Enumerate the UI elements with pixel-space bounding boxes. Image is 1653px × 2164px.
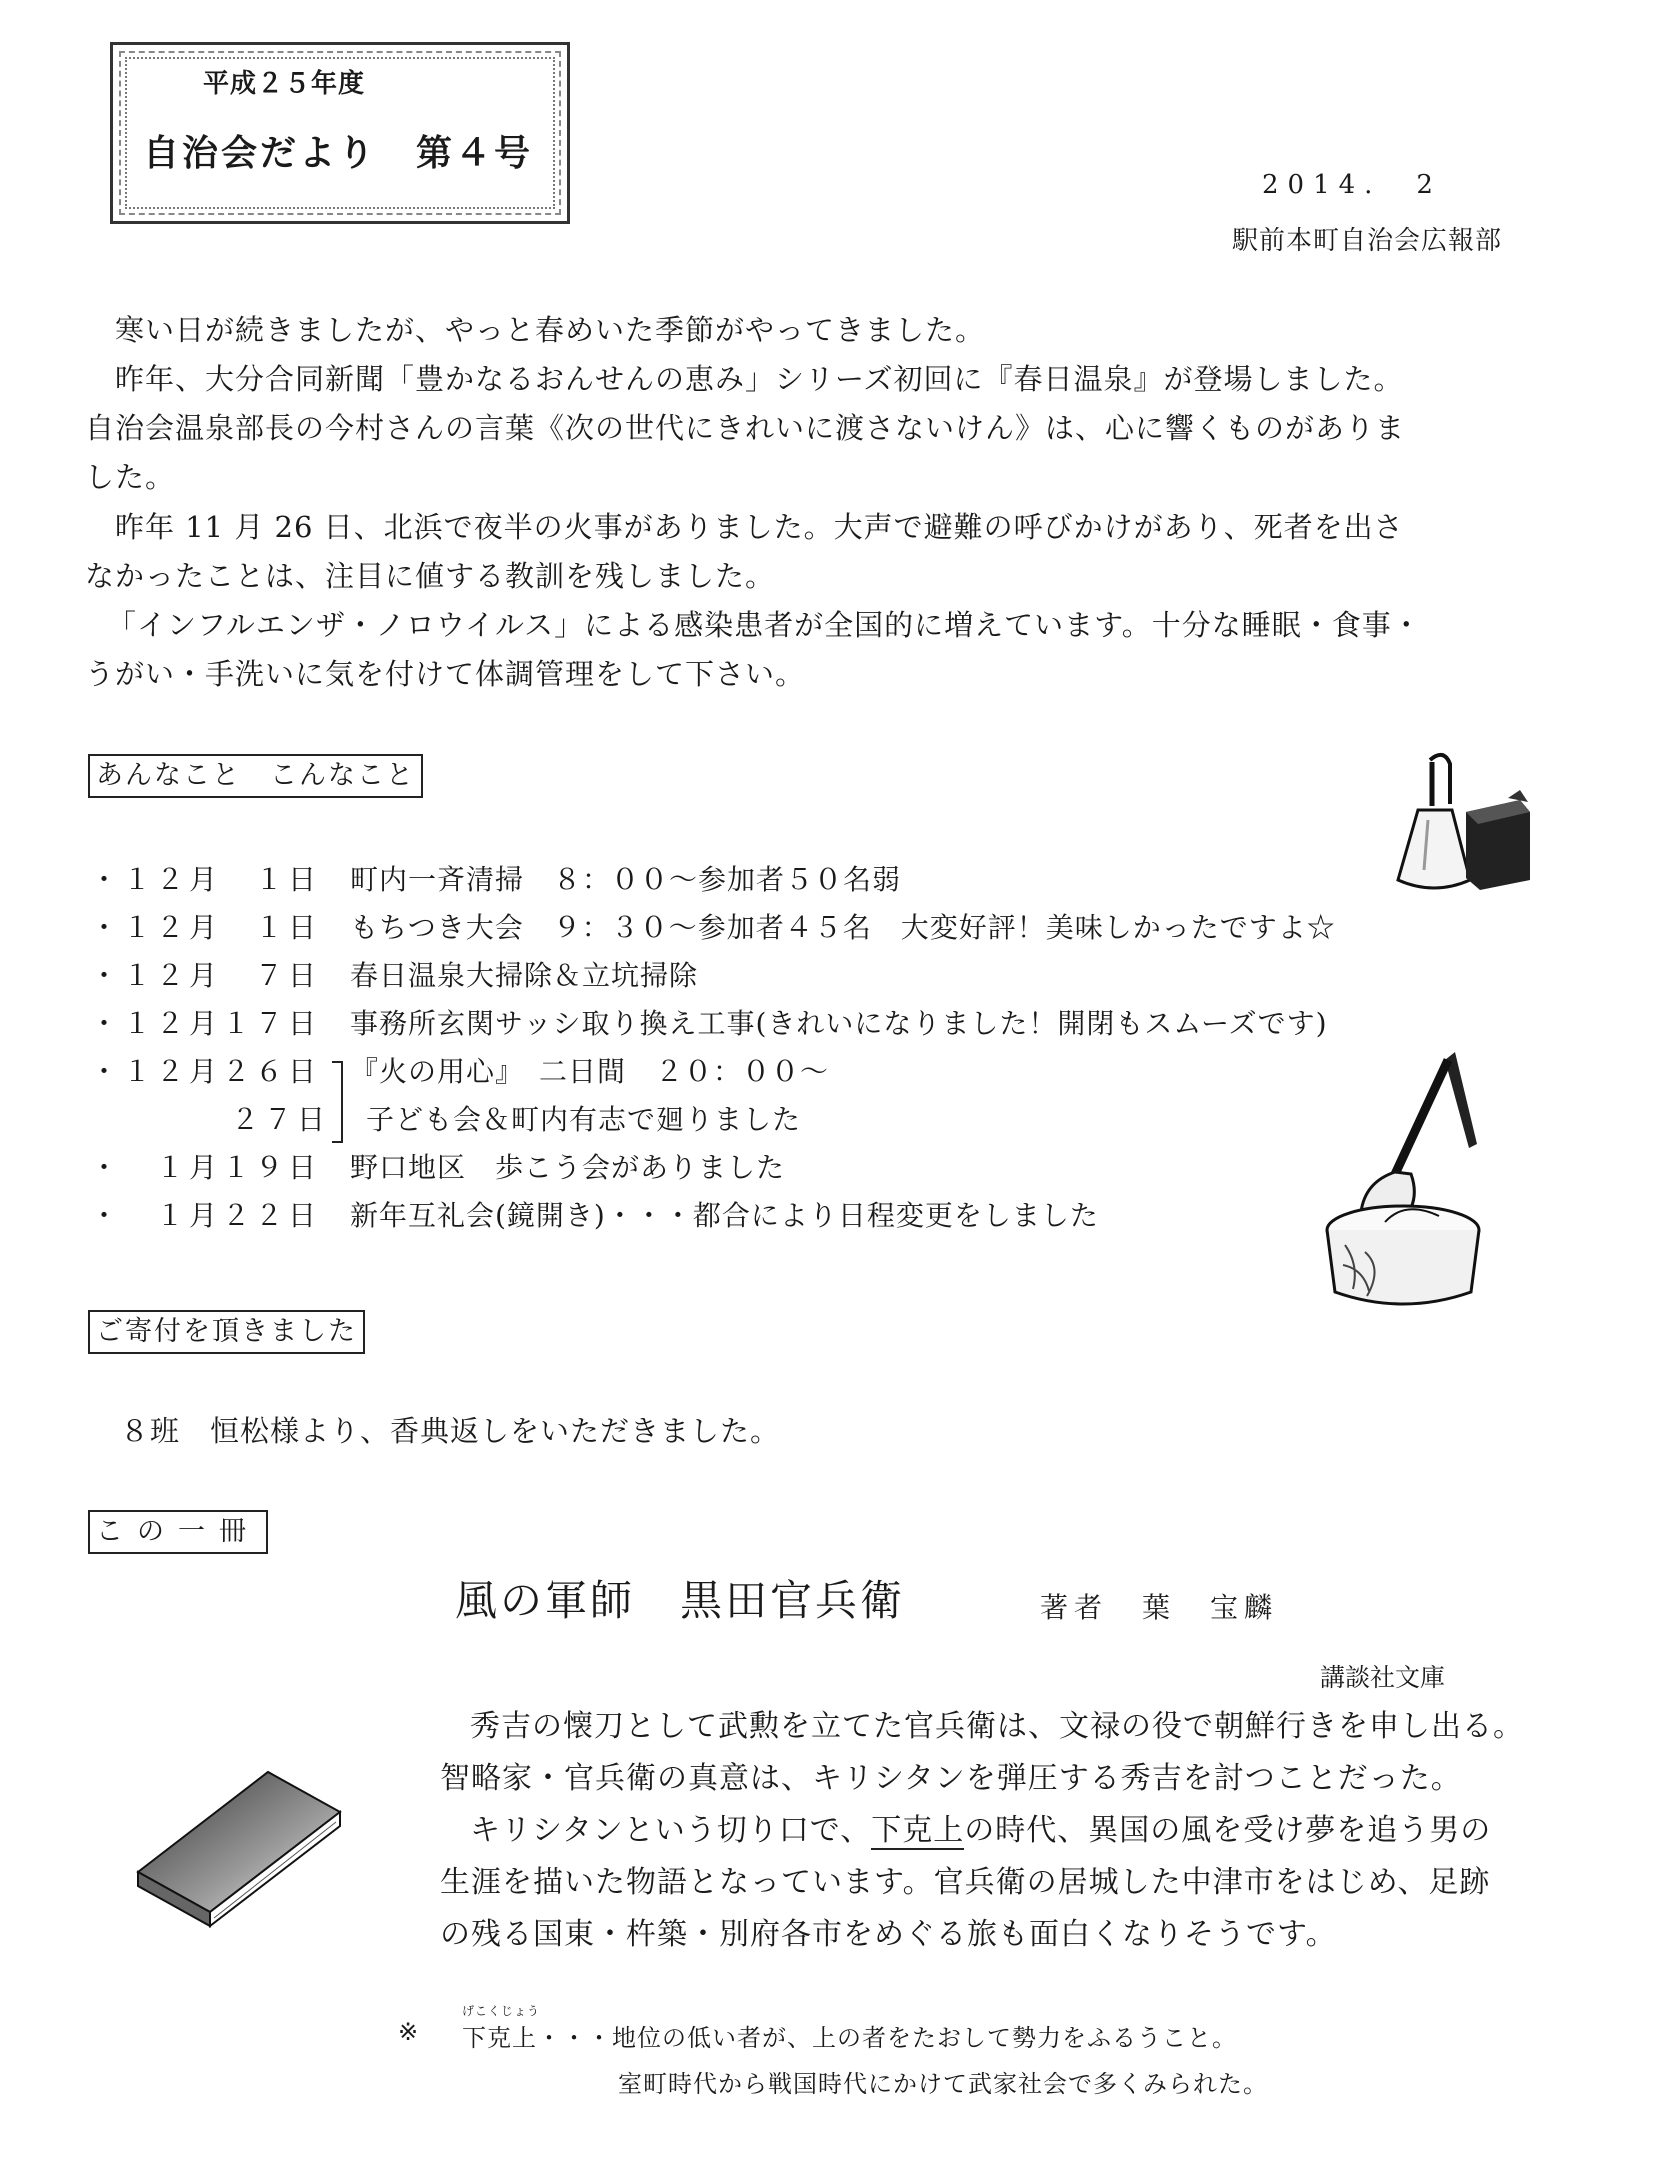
event-item [90, 1144, 785, 1192]
event-item [90, 1048, 829, 1096]
event-text: 新年互礼会(鏡開き)・・・都合により日程変更をしました [350, 1199, 1099, 1232]
book-body-line-5: の残る国東・杵築・別府各市をめぐる旅も面白くなりそうです。 [440, 1917, 1337, 1952]
event-date: ・１２月 １日 [90, 863, 322, 896]
event-date: ・１２月１７日 [90, 1007, 322, 1040]
book-heading: この一冊 [88, 1510, 268, 1554]
event-item [90, 904, 1336, 952]
event-date: ２７日 [230, 1103, 330, 1136]
event-date: ・ １月２２日 [90, 1199, 322, 1232]
event-item [90, 1000, 1328, 1048]
event-date: ・１２月 ７日 [90, 959, 322, 992]
book-author: 著者 葉 宝麟 [1040, 1591, 1279, 1624]
footnote-term: げこくじょう 下克上 [462, 2004, 541, 2052]
intro-line-1: 寒い日が続きましたが、やっと春めいた季節がやってきました。 [115, 313, 986, 347]
fiscal-year: 平成２５年度 [203, 69, 366, 99]
book-title: 風の軍師 黒田官兵衛 [455, 1576, 906, 1625]
book-publisher: 講談社文庫 [1320, 1663, 1446, 1692]
intro-line-5: 昨年 11 月 26 日、北浜で夜半の火事がありました。大声で避難の呼びかけがあり、死者を出さ [115, 510, 1404, 544]
intro-line-3: 自治会温泉部長の今村さんの言葉《次の世代にきれいに渡さないけん》は、心に響くものがありま [85, 411, 1406, 445]
book-body-line-1: 秀吉の懐刀として武勲を立てた官兵衛は、文禄の役で朝鮮行きを申し出る。 [470, 1709, 1524, 1744]
footnote-line-1 [462, 2004, 1237, 2053]
donation-text: ８班 恒松様より、香典返しをいただきました。 [120, 1414, 781, 1448]
intro-line-7: 「インフルエンザ・ノロウイルス」による感染患者が全国的に増えています。十分な睡眠・食事・ [107, 608, 1422, 642]
intro-line-4: した。 [85, 460, 176, 494]
book-body-line-4: 生涯を描いた物語となっています。官兵衛の居城した中津市をはじめ、足跡 [440, 1865, 1491, 1900]
book-body-line-3 [440, 1805, 1491, 1857]
event-date: ・ １月１９日 [90, 1151, 322, 1184]
book-icon [118, 1752, 348, 1932]
event-item [90, 1192, 1099, 1240]
bell-icon [1370, 740, 1540, 900]
mochi-mortar-icon [1305, 1040, 1515, 1310]
wooden-block-icon [1466, 790, 1530, 890]
intro-line-6: なかったことは、注目に値する教訓を残しました。 [85, 559, 776, 593]
footnote-line-2: 室町時代から戦国時代にかけて武家社会で多くみられた。 [618, 2070, 1268, 2098]
event-text: 『火の用心』 二日間 ２０：００～ [350, 1055, 830, 1088]
event-item [90, 856, 901, 904]
book-body-line-2: 智略家・官兵衛の真意は、キリシタンを弾圧する秀吉を討つことだった。 [440, 1761, 1462, 1796]
event-text: 事務所玄関サッシ取り換え工事(きれいになりました！開閉もスムーズです) [350, 1007, 1328, 1040]
event-date: ・１２月２６日 [90, 1055, 322, 1088]
intro-line-2: 昨年、大分合同新聞「豊かなるおんせんの恵み」シリーズ初回に『春日温泉』が登場しました。 [115, 362, 1404, 396]
footnote-definition: ・・・地位の低い者が、上の者をたおして勢力をふるうこと。 [537, 2024, 1237, 2052]
event-text: 子ども会＆町内有志で廻りました [366, 1103, 802, 1136]
event-text: もちつき大会 ９：３０～参加者４５名 大変好評！美味しかったですよ☆ [350, 911, 1336, 944]
footnote-ruby: げこくじょう [462, 2004, 541, 2018]
event-item [90, 952, 698, 1000]
date-range-bracket [328, 1058, 352, 1148]
donation-heading: ご寄付を頂きました [88, 1310, 365, 1354]
events-heading: あんなこと こんなこと [88, 754, 423, 798]
publisher: 駅前本町自治会広報部 [1232, 226, 1503, 256]
book-body-line-3-text: キリシタンという切り口で、下克上の時代、異国の風を受け夢を追う男の [470, 1813, 1492, 1848]
intro-line-8: うがい・手洗いに気を付けて体調管理をして下さい。 [85, 657, 806, 691]
event-text: 春日温泉大掃除＆立坑掃除 [350, 959, 699, 992]
issue-date: 2014. 2 [1262, 170, 1442, 200]
event-date: ・１２月 １日 [90, 911, 322, 944]
event-text: 野口地区 歩こう会がありました [350, 1151, 786, 1184]
footnote-mark: ※ [398, 2018, 420, 2046]
event-text: 町内一斉清掃 ８：００～参加者５０名弱 [350, 863, 902, 896]
event-item [90, 1096, 801, 1144]
underlined-term: 下克上 [871, 1813, 965, 1848]
title-box [110, 42, 570, 224]
newsletter-title: 自治会だより 第４号 [143, 132, 534, 174]
